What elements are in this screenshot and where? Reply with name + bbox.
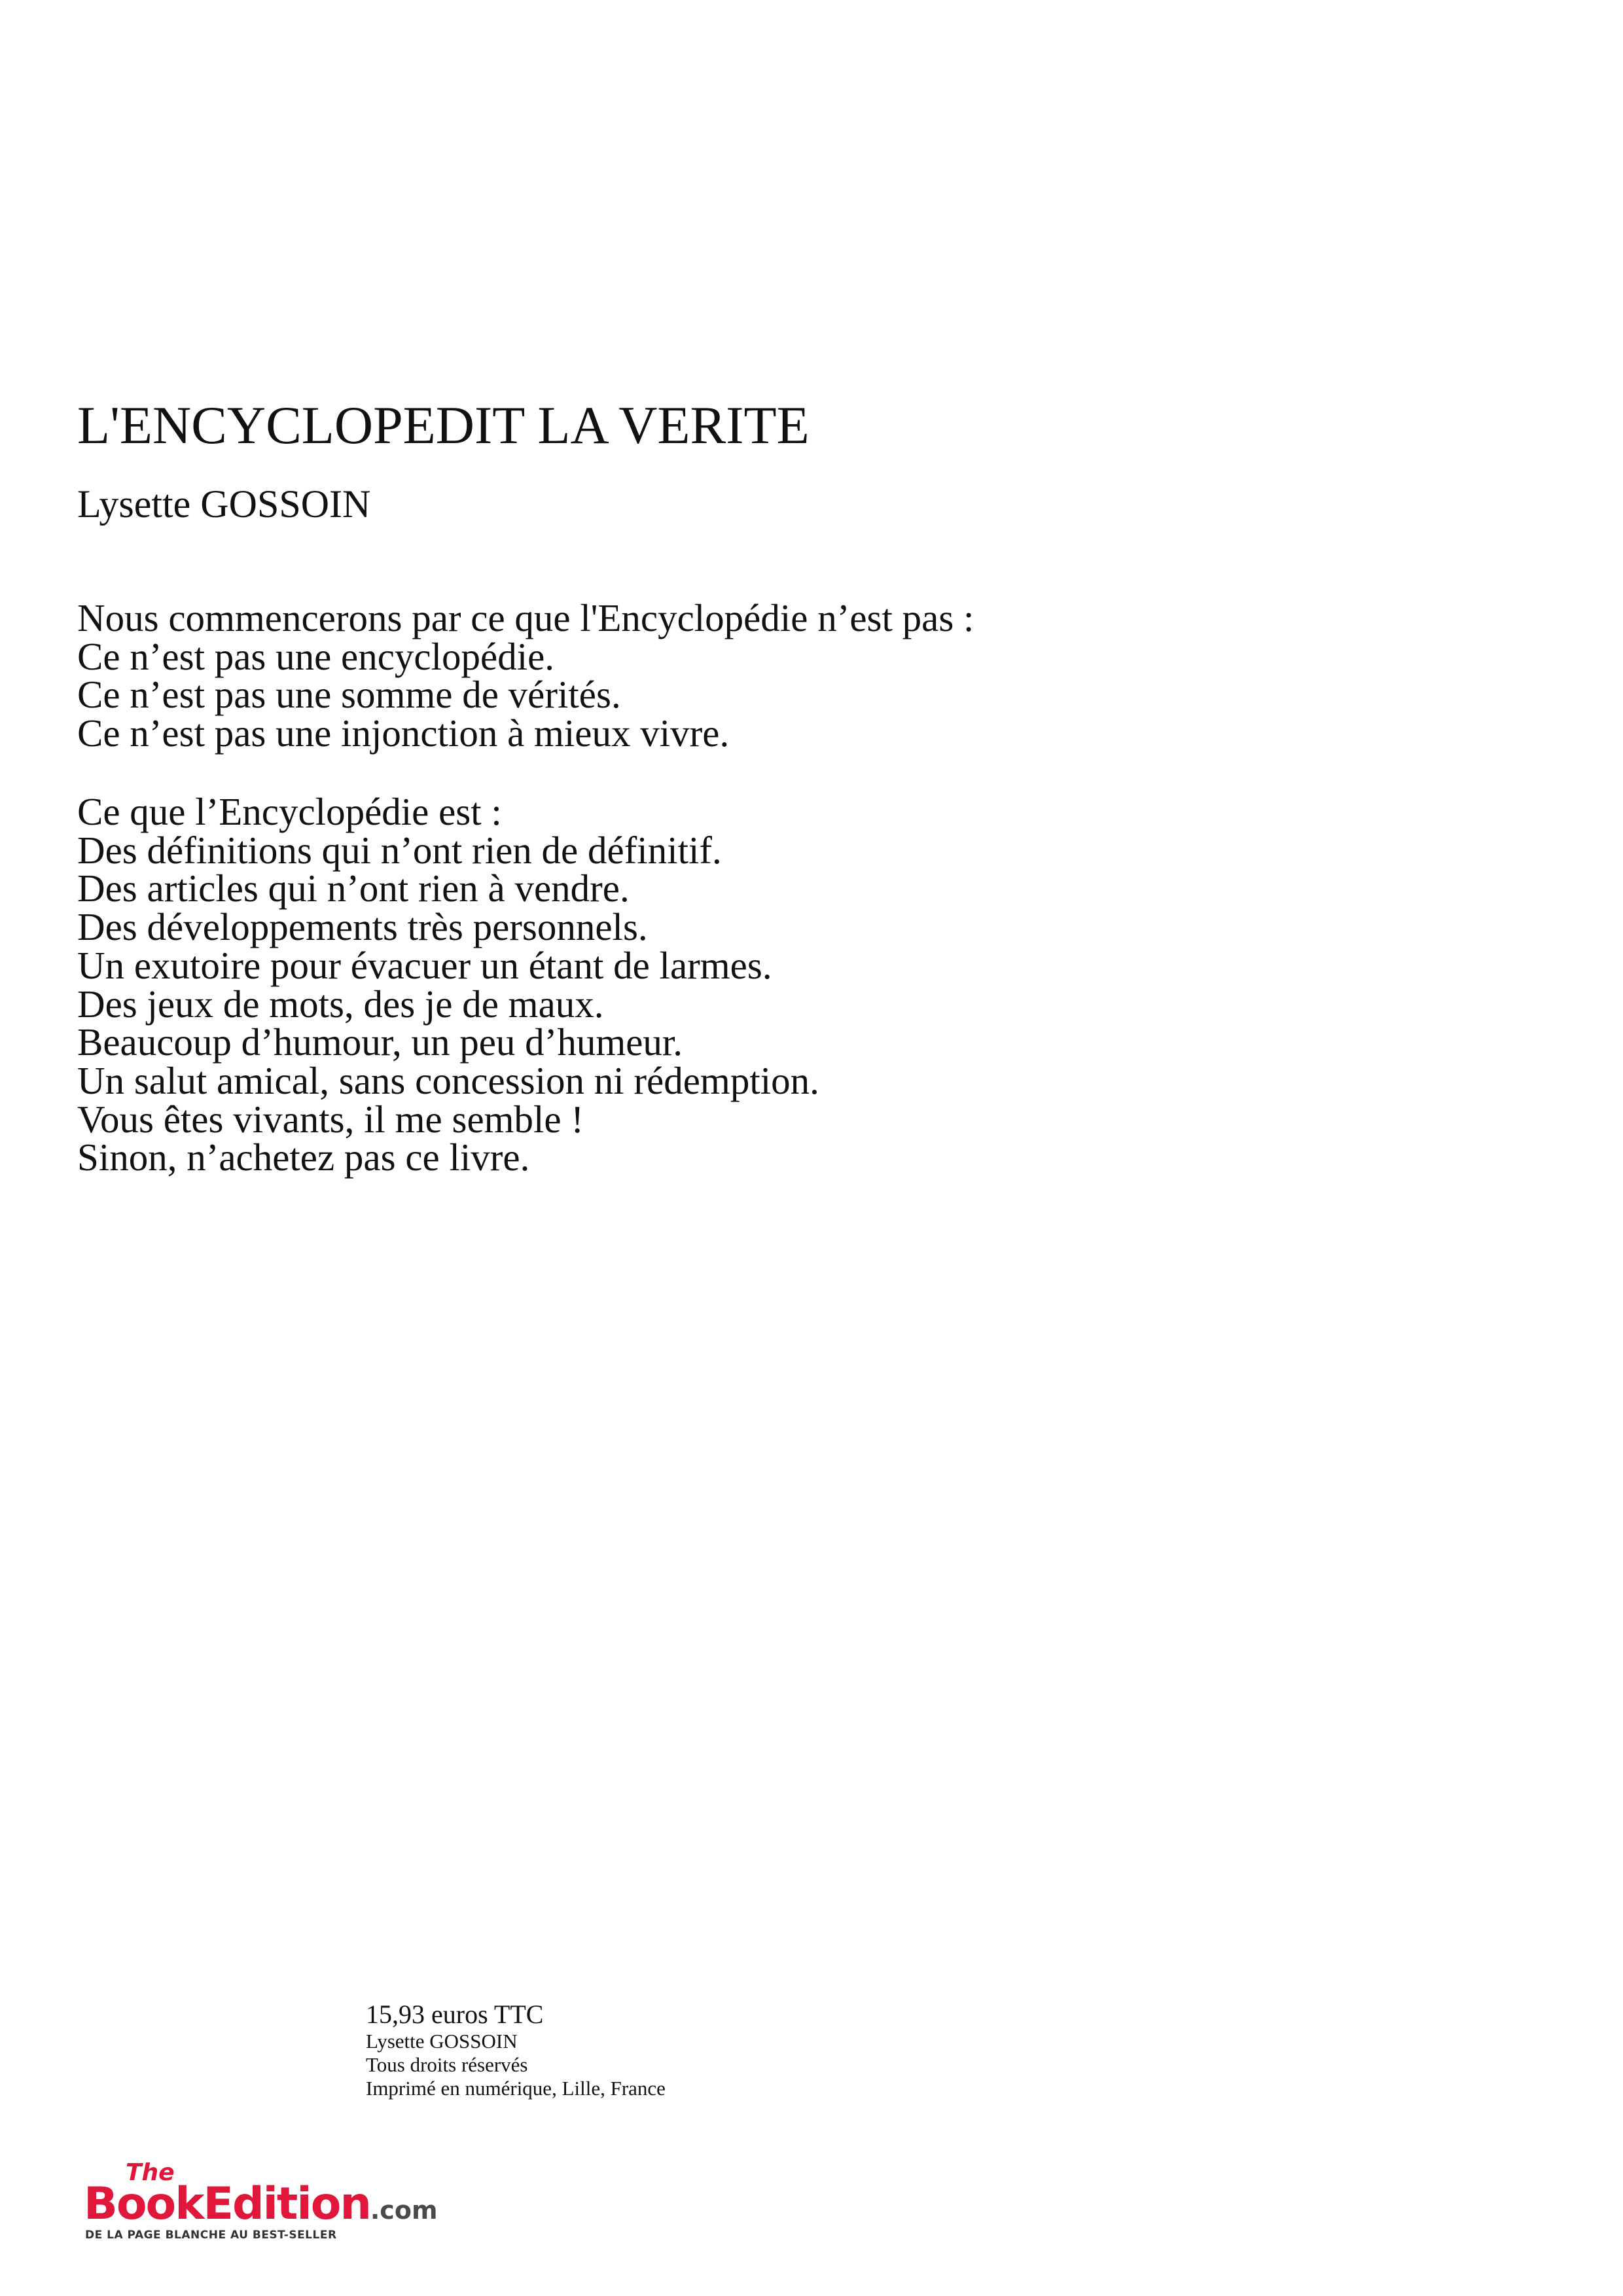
logo-prefix: The (126, 2159, 175, 2186)
description-line: Des articles qui n’ont rien à vendre. (77, 867, 630, 910)
rights-notice: Tous droits réservés (366, 2053, 528, 2076)
book-title: L'ENCYCLOPEDIT LA VERITE (77, 395, 810, 455)
description-line: Des développements très personnels. (77, 905, 648, 949)
description-paragraph-intro (77, 596, 974, 755)
description-line: Ce que l’Encyclopédie est : (77, 790, 502, 833)
description-line: Ce n’est pas une injonction à mieux vivre. (77, 711, 730, 755)
description-line: Des jeux de mots, des je de maux. (77, 982, 604, 1026)
book-author: Lysette GOSSOIN (77, 482, 371, 526)
description-line: Ce n’est pas une somme de vérités. (77, 673, 621, 717)
description-line: Beaucoup d’humour, un peu d’humeur. (77, 1020, 683, 1064)
price: 15,93 euros TTC (366, 2000, 544, 2029)
description-line: Un exutoire pour évacuer un étant de larmes. (77, 943, 772, 987)
description-line: Un salut amical, sans concession ni rédemption. (77, 1058, 819, 1102)
publisher-logo (84, 2160, 476, 2242)
colophon (366, 2000, 666, 2100)
logo-suffix: .com (370, 2196, 438, 2225)
logo-name: BookEdition (84, 2178, 370, 2230)
description-line: Des définitions qui n’ont rien de définitif. (77, 828, 722, 872)
logo-tagline: DE LA PAGE BLANCHE AU BEST-SELLER (85, 2229, 337, 2242)
logo-wordmark (84, 2179, 438, 2235)
description-line: Sinon, n’achetez pas ce livre. (77, 1136, 530, 1179)
colophon-author: Lysette GOSSOIN (366, 2030, 518, 2053)
description-paragraph-list (77, 790, 819, 1179)
description-line: Nous commencerons par ce que l'Encyclopédie n’est pas : (77, 596, 974, 639)
printing-notice: Imprimé en numérique, Lille, France (366, 2077, 666, 2100)
description-line: Ce n’est pas une encyclopédie. (77, 634, 555, 678)
description-line: Vous êtes vivants, il me semble ! (77, 1097, 584, 1141)
